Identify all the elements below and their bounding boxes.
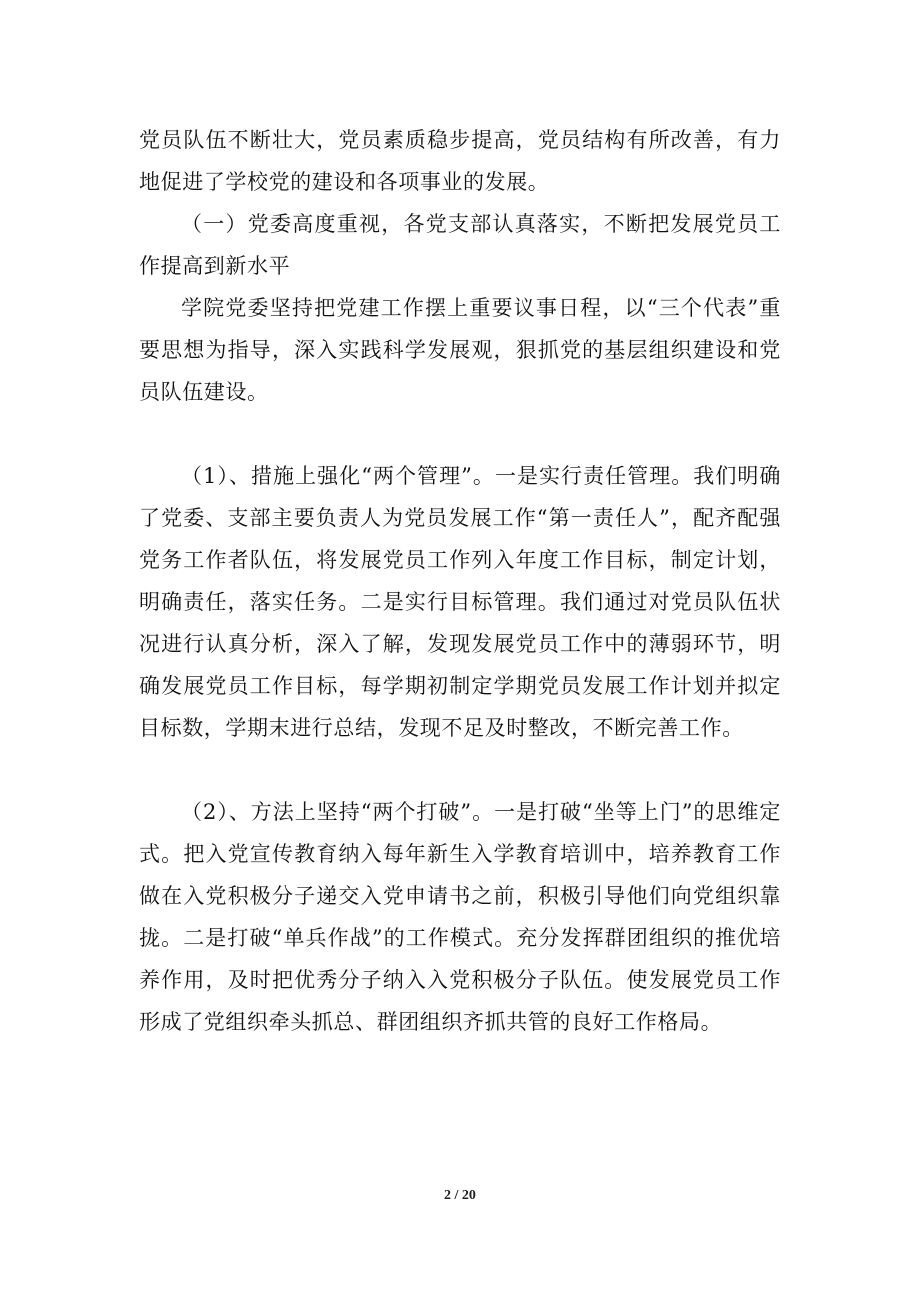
paragraph-measures: （1）、措施上强化“两个管理”。一是实行责任管理。我们明确了党委、支部主要负责人为党员发展工作“第一责任人”，配齐配强党务工作者队伍，将发展党员工作列入年度工作目标，制定计划，明确责任，落实任务。二是实行目标管理。我们通过对党员队伍状况进行认真分析，深入了解，发现发展党员工作中的薄弱环节，明确发展党员工作目标，每学期初制定学期党员发展工作计划并拟定目标数，学期末进行总结，发现不足及时整改，不断完善工作。 [139, 464, 781, 740]
document-body [139, 119, 781, 1043]
section-heading-1: （一）党委高度重视，各党支部认真落实，不断把发展党员工作提高到新水平 [139, 212, 781, 278]
paragraph-spacer [139, 413, 781, 455]
paragraph-methods: （2）、方法上坚持“两个打破”。一是打破“坐等上门”的思维定式。把入党宣传教育纳入每年新生入学教育培训中，培养教育工作做在入党积极分子递交入党申请书之前，积极引导他们向党组织靠拢。二是打破“单兵作战”的工作模式。充分发挥群团组织的推优培养作用，及时把优秀分子纳入入党积极分子队伍。使发展党员工作形成了党组织牵头抓总、群团组织齐抓共管的良好工作格局。 [139, 800, 781, 1034]
paragraph-intro: 党员队伍不断壮大，党员素质稳步提高，党员结构有所改善，有力地促进了学校党的建设和各项事业的发展。 [139, 128, 781, 194]
paragraph-party-committee: 学院党委坚持把党建工作摆上重要议事日程，以“三个代表”重要思想为指导，深入实践科学发展观，狠抓党的基层组织建设和党员队伍建设。 [139, 296, 781, 404]
paragraph-spacer [139, 749, 781, 791]
page-number: 2 / 20 [444, 1188, 476, 1203]
